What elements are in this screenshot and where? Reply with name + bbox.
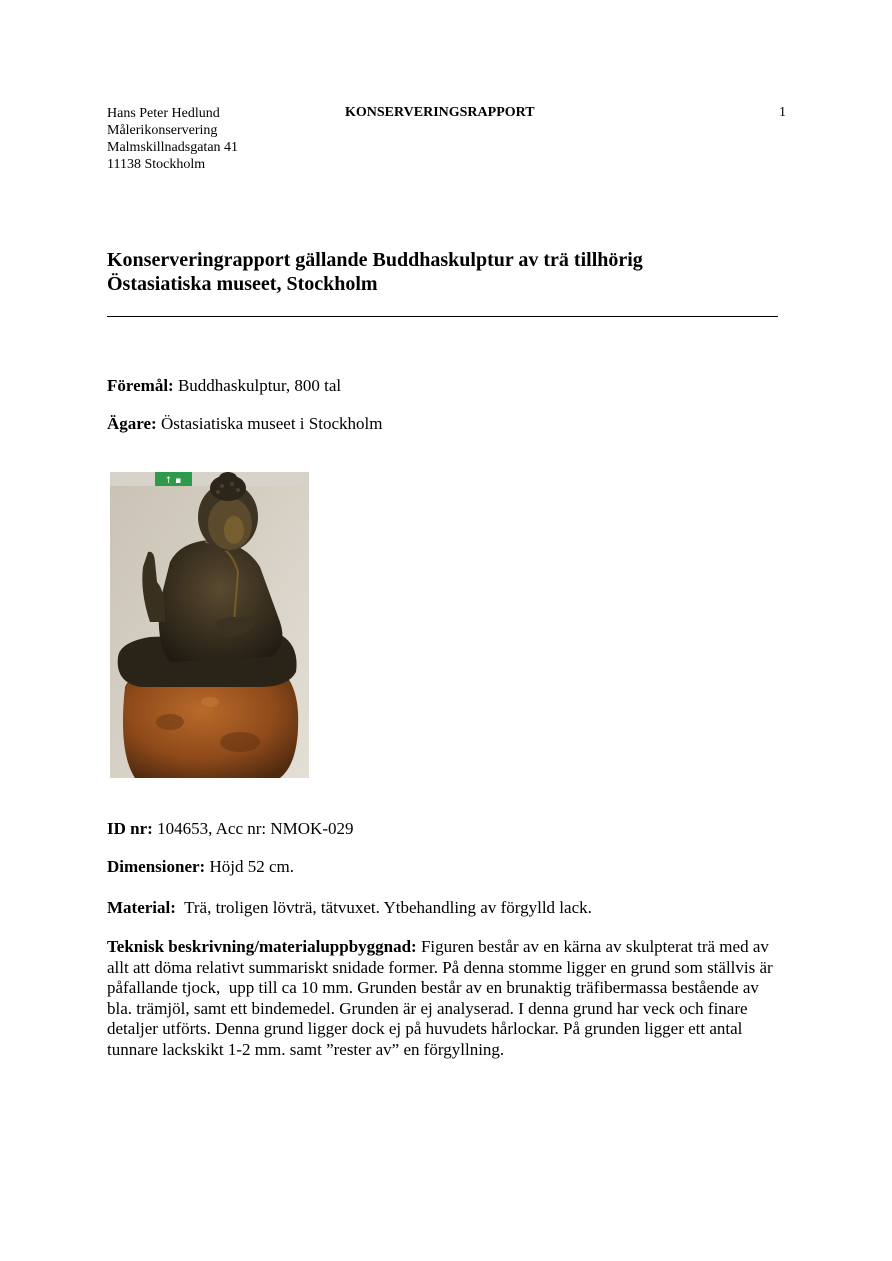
dimensions-value: Höjd 52 cm. bbox=[205, 857, 294, 876]
owner-label: Ägare: bbox=[107, 414, 157, 433]
technical-description bbox=[107, 937, 777, 1060]
buddha-sculpture-image bbox=[110, 472, 309, 778]
address-line: Hans Peter Hedlund bbox=[107, 106, 220, 121]
title-line-2: Östasiatiska museet, Stockholm bbox=[107, 273, 378, 295]
title-line-1: Konserveringrapport gällande Buddhaskulptur av trä tillhörig bbox=[107, 249, 643, 271]
dimensions-label: Dimensioner: bbox=[107, 857, 206, 876]
id-value: 104653, Acc nr: NMOK-029 bbox=[152, 819, 354, 838]
report-label: KONSERVERINGSRAPPORT bbox=[345, 105, 535, 120]
object-value: Buddhaskulptur, 800 tal bbox=[173, 376, 342, 395]
owner-field bbox=[107, 413, 382, 434]
document-title bbox=[107, 248, 787, 296]
dimensions-field bbox=[107, 856, 294, 877]
buddha-sculpture-photo bbox=[110, 472, 309, 778]
object-label: Föremål: bbox=[107, 376, 174, 395]
id-label: ID nr: bbox=[107, 819, 153, 838]
owner-value: Östasiatiska museet i Stockholm bbox=[156, 414, 383, 433]
title-underline bbox=[107, 316, 778, 317]
sender-address bbox=[107, 105, 238, 173]
address-line: Målerikonservering bbox=[107, 123, 218, 138]
svg-text:↑ ▪: ↑ ▪ bbox=[164, 476, 182, 486]
address-line: 11138 Stockholm bbox=[107, 157, 206, 172]
page-number: 1 bbox=[779, 105, 786, 120]
material-field bbox=[107, 897, 592, 918]
material-label: Material: bbox=[107, 898, 176, 917]
technical-value: Figuren består av en kärna av skulpterat trä med av allt att döma relativt summariskt snidade former. På denna stomme ligger en grund som ställvis är påfallande tjock, upp till ca 10 mm. Grunden består av en brunaktig träfibermassa bestående av bla. trämjöl, samt ett bindemedel. Grunden är ej analyserad. I denna grund har veck och finare detaljer utförts. Denna grund ligger dock ej på huvudets hårlockar. På grunden ligger ett antal tunnare lackskikt 1-2 mm. samt ”rester av” en förgyllning. bbox=[107, 937, 777, 1059]
address-line: Malmskillnadsgatan 41 bbox=[107, 140, 239, 155]
material-value: Trä, troligen lövträ, tätvuxet. Ytbehandling av förgylld lack. bbox=[175, 898, 592, 917]
object-field bbox=[107, 375, 341, 396]
id-field bbox=[107, 818, 353, 839]
technical-label: Teknisk beskrivning/materialuppbyggnad: bbox=[107, 937, 417, 956]
